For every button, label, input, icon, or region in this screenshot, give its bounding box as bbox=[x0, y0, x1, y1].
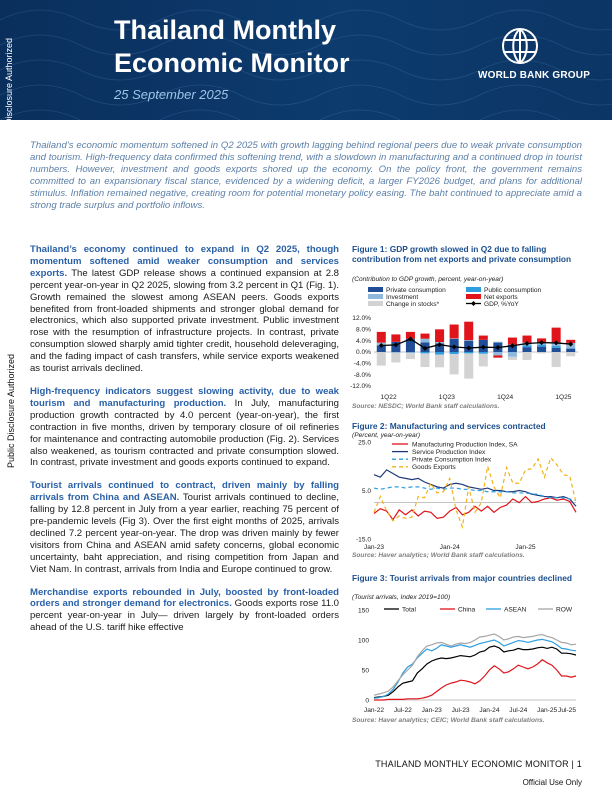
figure-2-source: Source: Haver analytics; World Bank staff calculations. bbox=[352, 552, 525, 559]
world-bank-globe-icon bbox=[500, 26, 540, 66]
legend-label: China bbox=[458, 606, 476, 614]
series-line bbox=[374, 634, 576, 695]
world-bank-logo-text: WORLD BANK GROUP bbox=[478, 70, 591, 81]
series-line bbox=[374, 458, 576, 527]
bar-segment bbox=[464, 340, 473, 341]
bar-segment bbox=[479, 336, 488, 340]
figure-1-source: Source: NESDC; World Bank staff calculations. bbox=[352, 403, 500, 410]
y-tick-label: -8.0% bbox=[353, 371, 371, 379]
bar-segment bbox=[464, 353, 473, 378]
bar-segment bbox=[552, 348, 561, 352]
bar-segment bbox=[479, 354, 488, 366]
figure-1-subtitle: (Contribution to GDP growth, percent, year-on-year) bbox=[352, 276, 504, 283]
report-title bbox=[114, 14, 414, 80]
x-tick-label: 1Q22 bbox=[380, 394, 397, 401]
y-tick-label: 12.0% bbox=[352, 315, 371, 323]
y-tick-label: 100 bbox=[357, 637, 369, 645]
x-tick-label: Jan-24 bbox=[439, 544, 460, 551]
x-tick-label: Jan-22 bbox=[363, 707, 385, 714]
paragraph-lead: High-frequency indicators suggest slowing activity, due to weak tourism and manufacturing production. bbox=[30, 385, 339, 409]
bar-segment bbox=[420, 339, 429, 343]
figure-3-title: Figure 3: Tourist arrivals from major countries declined bbox=[352, 573, 572, 583]
y-tick-label: 0.0% bbox=[355, 349, 371, 357]
x-tick-label: Jul-25 bbox=[558, 707, 576, 714]
legend-label: Investment bbox=[386, 294, 419, 301]
bar-segment bbox=[391, 334, 400, 341]
y-tick-label: 5.0 bbox=[361, 487, 371, 495]
bar-segment bbox=[420, 353, 429, 367]
legend-swatch bbox=[466, 294, 481, 299]
figure-3-chart bbox=[346, 602, 586, 716]
figure-1-title: Figure 1: GDP growth slowed in Q2 due to falling contribution from net exports and private consumption bbox=[352, 244, 572, 264]
paragraph bbox=[30, 587, 339, 635]
legend-swatch bbox=[368, 287, 383, 292]
y-tick-label: 4.0% bbox=[355, 337, 371, 345]
paragraph-lead: Tourist arrivals continued to contract, driven mainly by falling arrivals from China and ASEAN. bbox=[30, 480, 339, 504]
series-line bbox=[374, 497, 576, 520]
legend-label: Total bbox=[402, 606, 416, 614]
bar-segment bbox=[508, 352, 517, 357]
bar-segment bbox=[493, 342, 502, 343]
y-tick-label: 0 bbox=[365, 697, 369, 705]
bar-segment bbox=[479, 354, 488, 355]
paragraph-lead: Merchandise exports rebounded in July, boosted by front-loaded orders and stronger demand for electronics. bbox=[30, 586, 339, 610]
x-tick-label: Jan-24 bbox=[479, 707, 500, 714]
x-tick-label: Jul-22 bbox=[393, 707, 412, 714]
legend-label: ASEAN bbox=[504, 606, 527, 614]
x-tick-label: Jul-23 bbox=[451, 707, 470, 714]
series-line bbox=[374, 660, 576, 700]
y-tick-label: 50 bbox=[361, 667, 369, 675]
y-tick-label: -4.0% bbox=[353, 360, 371, 368]
bar-segment bbox=[566, 349, 575, 352]
legend-label: Net exports bbox=[484, 294, 518, 301]
bar-segment bbox=[406, 353, 415, 359]
bar-segment bbox=[493, 355, 502, 357]
legend-swatch bbox=[368, 294, 383, 299]
paragraph-body: Tourist arrivals continued to decline, falling by 12.8 percent in July from a year earlier, reaching 75 percent of pre-pandemic levels (Fig 3). Over the first eight months of 2025, arrivals declined 7.2 percent year-on-year. The drop was driven mainly by fewer visitors from China and ASEAN amid safety concerns, global economic uncertainty, baht appreciation, and rising competition from Japan and Viet Nam. In contrast, arrivals from India and Europe continued to grow. bbox=[30, 492, 339, 575]
bar-segment bbox=[479, 352, 488, 354]
legend-label: Service Production Index bbox=[412, 448, 486, 456]
bar-segment bbox=[508, 357, 517, 360]
running-footer: THAILAND MONTHLY ECONOMIC MONITOR | 1 bbox=[375, 759, 582, 769]
x-tick-label: 1Q24 bbox=[497, 394, 514, 401]
y-tick-label: -12.0% bbox=[350, 383, 371, 391]
bar-segment bbox=[420, 334, 429, 339]
legend-label: Private consumption bbox=[386, 287, 446, 294]
paragraph-lead: Thailand’s economy continued to expand in Q2 2025, though momentum softened amid weaker consumption and services exports. bbox=[30, 244, 339, 279]
header-banner bbox=[0, 0, 612, 120]
x-tick-label: Jan-25 bbox=[537, 707, 558, 714]
figure-2-chart bbox=[346, 438, 586, 552]
bar-segment bbox=[377, 332, 386, 343]
bar-segment bbox=[552, 328, 561, 343]
paragraph bbox=[30, 386, 339, 469]
bar-segment bbox=[450, 354, 459, 374]
bar-segment bbox=[391, 352, 400, 353]
bar-segment bbox=[552, 352, 561, 367]
x-tick-label: Jan-23 bbox=[363, 544, 385, 551]
legend-marker bbox=[471, 301, 476, 306]
bar-segment bbox=[493, 352, 502, 355]
bar-segment bbox=[450, 352, 459, 354]
paragraph-body: Goods exports rose 11.0 percent year-on-year in July— driven largely by front-loaded orders ahead of the U.S. tariff hike effective bbox=[30, 598, 339, 634]
bar-segment bbox=[464, 352, 473, 353]
x-tick-label: Jan-23 bbox=[421, 707, 442, 714]
figure-3-source: Source: Haver analytics; CEIC; World Bank staff calculations. bbox=[352, 717, 545, 724]
intro-summary: Thailand’s economic momentum softened in Q2 2025 with growth lagging behind regional peers due to weak private consumption and tourism. High-frequency data confirmed this softening trend, with a slowdown in manufacturing and a continued drop in tourist numbers. However, investment and goods exports shored up the economy. On the policy front, the government remains committed to an expansionary fiscal stance, evidenced by a widening deficit, a larger FY2026 budget, and plans for additional stimulus. Inflation remained negative, creating room for potential monetary policy easing. The baht continued to appreciate amid a strong trade surplus and portfolio inflows. bbox=[30, 140, 582, 211]
bar-segment bbox=[450, 338, 459, 339]
report-date: 25 September 2025 bbox=[114, 87, 229, 102]
paragraph-body: In July, manufacturing production growth contracted by 4.0 percent (year-on-year), the first contraction in five months, driven by temporary closure of oil refineries for maintenance and contracting automobile production (Fig. 2). Services also weakened, as tourism contracted and private consumption slowed. In contrast, private investment and goods exports continued to expand. bbox=[30, 397, 339, 469]
bar-segment bbox=[435, 352, 444, 355]
y-tick-label: 8.0% bbox=[355, 326, 371, 334]
paragraph bbox=[30, 480, 339, 575]
x-tick-label: 1Q25 bbox=[555, 394, 572, 401]
title-line-1: Thailand Monthly bbox=[114, 15, 336, 45]
bar-segment bbox=[493, 342, 502, 343]
legend-label: Private Consumption Index bbox=[412, 456, 492, 464]
bar-segment bbox=[537, 347, 546, 352]
bar-segment bbox=[522, 352, 531, 360]
x-tick-label: Jul-24 bbox=[509, 707, 528, 714]
bar-segment bbox=[522, 347, 531, 352]
bar-segment bbox=[420, 352, 429, 353]
y-tick-label: -15.0 bbox=[355, 536, 371, 544]
figure-2-title: Figure 2: Manufacturing and services contracted bbox=[352, 421, 546, 431]
figure-1-chart bbox=[346, 284, 586, 402]
bar-segment bbox=[377, 352, 386, 366]
legend-label: Manufacturing Production Index, SA bbox=[412, 441, 518, 449]
y-tick-label: 25.0 bbox=[358, 439, 371, 447]
paragraph-body: The latest GDP release shows a continued expansion at 2.8 percent year-on-year in Q2 2025, slowing from 3.2 percent in Q1 (Fig. 1). Growth remained the slowest among ASEAN peers. Goods exports benefited from front-loaded shipments and stronger global demand for electronics, which also supported private investment. Public investment rose with the resumption of infrastructure projects. In contrast, private consumption slowed sharply amid tighter credit, household deleveraging, and the fading impact of cash transfers, while service exports weakened as tourist arrivals declined. bbox=[30, 267, 339, 375]
bar-segment bbox=[391, 353, 400, 363]
y-tick-label: 150 bbox=[357, 607, 369, 615]
title-line-2: Economic Monitor bbox=[114, 48, 350, 78]
bar-segment bbox=[450, 325, 459, 339]
bar-segment bbox=[406, 352, 415, 353]
legend-label: Goods Exports bbox=[412, 464, 456, 472]
legend-swatch bbox=[466, 287, 481, 292]
legend-swatch bbox=[368, 301, 383, 306]
bar-segment bbox=[435, 329, 444, 342]
x-tick-label: 1Q23 bbox=[438, 394, 455, 401]
legend-label: Change in stocks* bbox=[386, 301, 440, 308]
figure-2-subtitle: (Percent, year-on-year) bbox=[352, 432, 421, 439]
bar-segment bbox=[537, 352, 546, 353]
legend-label: ROW bbox=[556, 606, 573, 614]
bar-segment bbox=[552, 346, 561, 348]
side-disclosure-label-mid: Public Disclosure Authorized bbox=[6, 353, 16, 468]
x-tick-label: Jan-25 bbox=[515, 544, 536, 551]
legend-label: GDP, %YoY bbox=[484, 301, 519, 308]
bar-segment bbox=[464, 322, 473, 340]
figure-3-subtitle: (Tourist arrivals, Index 2019=100) bbox=[352, 594, 451, 601]
classification-label: Official Use Only bbox=[522, 778, 582, 787]
bar-segment bbox=[435, 355, 444, 368]
paragraph bbox=[30, 244, 339, 375]
side-disclosure-label: Public Disclosure Authorized bbox=[4, 37, 14, 152]
bar-segment bbox=[566, 352, 575, 356]
main-text-column bbox=[30, 244, 339, 645]
legend-label: Public consumption bbox=[484, 287, 542, 294]
